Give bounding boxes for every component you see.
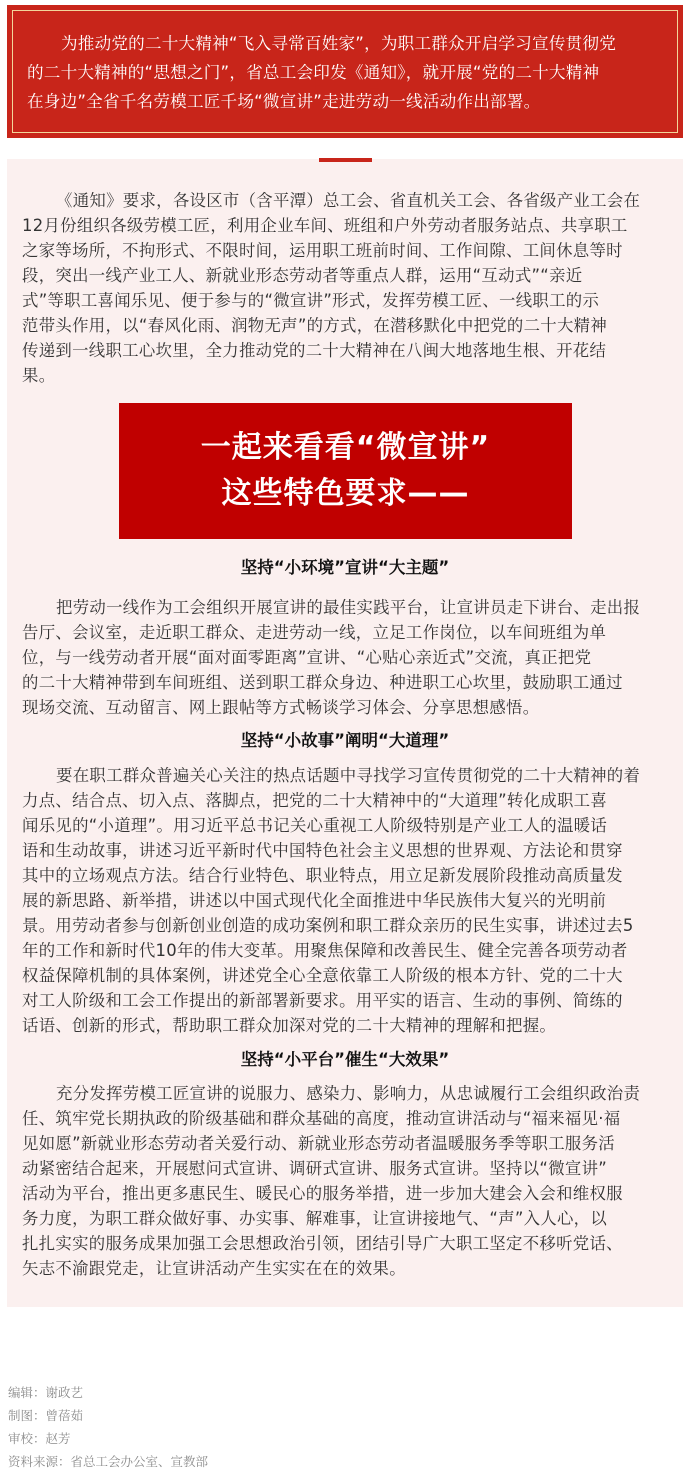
text-line: 展的新思路、新举措，讲述以中国式现代化全面推进中华民族伟大复兴的光明前 <box>22 891 607 910</box>
text-line: 扎扎实实的服务成果加强工会思想政治引领，团结引导广大职工坚定不移听党话、 <box>22 1234 623 1253</box>
section-heading: 坚持“小环境”宣讲“大主题” <box>240 558 450 577</box>
section-paragraph <box>22 763 672 1038</box>
banner-image <box>119 403 572 539</box>
text-line: 段，突出一线产业工人、新就业形态劳动者等重点人群，运用“互动式”“亲近 <box>22 266 583 285</box>
text-line: 把劳动一线作为工会组织开展宣讲的最佳实践平台，让宣讲员走下讲台、走出报 <box>56 598 641 617</box>
text-line: 力点、结合点、切入点、落脚点，把党的二十大精神中的“大道理”转化成职工喜 <box>22 791 608 810</box>
section-paragraph <box>22 1081 672 1281</box>
text-line: 之家等场所，不拘形式、不限时间，运用职工班前时间、工作间隙、工间休息等时 <box>22 241 623 260</box>
text-line: 活动为平台，推出更多惠民生、暖民心的服务举措，进一步加大建会入会和维权服 <box>22 1184 623 1203</box>
credit-review: 审校：赵芳 <box>8 1431 71 1446</box>
credits <box>8 1381 208 1473</box>
text-line: 话语、创新的形式，帮助职工群众加深对党的二十大精神的理解和把握。 <box>22 1016 557 1035</box>
accent-bar <box>319 158 372 162</box>
text-line: 传递到一线职工心坎里，全力推动党的二十大精神在八闽大地落地生根、开花结 <box>22 341 607 360</box>
text-line: 闻乐见的“小道理”。用习近平总书记关心重视工人阶级特别是产业工人的温暖话 <box>22 816 608 835</box>
article-content <box>7 159 683 1307</box>
section-heading: 坚持“小故事”阐明“大道理” <box>240 731 450 750</box>
text-line: 其中的立场观点方法。结合行业特色、职业特点，用立足新发展阶段推动高质量发 <box>22 866 623 885</box>
text-line: 充分发挥劳模工匠宣讲的说服力、感染力、影响力，从忠诚履行工会组织政治责 <box>56 1084 641 1103</box>
section-paragraph <box>22 595 672 720</box>
text-line: 景。用劳动者参与创新创业创造的成功案例和职工群众亲历的民生实事，讲述过去5 <box>22 916 634 935</box>
text-line: 权益保障机制的具体案例，讲述党全心全意依靠工人阶级的根本方针、党的二十大 <box>22 966 623 985</box>
credit-graphics: 制图：曾蓓茹 <box>8 1408 84 1423</box>
text-line: 任、筑牢党长期执政的阶级基础和群众基础的高度，推动宣讲活动与“福来福见·福 <box>22 1109 621 1128</box>
credit-editor: 编辑：谢政艺 <box>8 1385 84 1400</box>
banner-title-line: 一起来看看“微宣讲” <box>200 430 491 465</box>
text-line: 务力度，为职工群众做好事、办实事、解难事，让宣讲接地气、“声”入人心，以 <box>22 1209 608 1228</box>
text-line: 范带头作用，以“春风化雨、润物无声”的方式，在潜移默化中把党的二十大精神 <box>22 316 608 335</box>
text-line: 矢志不渝跟党走，让宣讲活动产生实实在在的效果。 <box>22 1259 406 1278</box>
text-line: 现场交流、互动留言、网上跟帖等方式畅谈学习体会、分享思想感悟。 <box>22 698 540 717</box>
intro-line: 的二十大精神的“思想之门”，省总工会印发《通知》，就开展“党的二十大精神 <box>27 63 600 82</box>
text-line: 要在职工群众普遍关心关注的热点话题中寻找学习宣传贯彻党的二十大精神的着 <box>56 766 641 785</box>
text-line: 12月份组织各级劳模工匠，利用企业车间、班组和户外劳动者服务站点、共享职工 <box>22 216 628 235</box>
text-line: 果。 <box>22 366 56 385</box>
text-line: 语和生动故事，讲述习近平新时代中国特色社会主义思想的世界观、方法论和贯穿 <box>22 841 623 860</box>
intro-inner-border <box>12 10 678 133</box>
text-line: 的二十大精神带到车间班组、送到职工群众身边、种进职工心坎里，鼓励职工通过 <box>22 673 623 692</box>
text-line: 动紧密结合起来，开展慰问式宣讲、调研式宣讲、服务式宣讲。坚持以“微宣讲” <box>22 1159 608 1178</box>
intro-line: 为推动党的二十大精神“飞入寻常百姓家”，为职工群众开启学习宣传贯彻党 <box>61 34 616 53</box>
text-line: 《通知》要求，各设区市（含平潭）总工会、省直机关工会、各省级产业工会在 <box>56 191 641 210</box>
text-line: 位，与一线劳动者开展“面对面零距离”宣讲、“心贴心亲近式”交流，真正把党 <box>22 648 592 667</box>
banner-title-line: 这些特色要求—— <box>221 476 470 511</box>
credit-source: 资料来源：省总工会办公室、宣教部 <box>8 1454 209 1469</box>
text-line: 告厅、会议室，走近职工群众、走进劳动一线，立足工作岗位，以车间班组为单 <box>22 623 607 642</box>
paragraph-notice <box>22 188 672 388</box>
text-line: 见如愿”新就业形态劳动者关爱行动、新就业形态劳动者温暖服务季等职工服务活 <box>22 1134 615 1153</box>
section-heading: 坚持“小平台”催生“大效果” <box>240 1050 450 1069</box>
text-line: 对工人阶级和工会工作提出的新部署新要求。用平实的语言、生动的事例、简练的 <box>22 991 623 1010</box>
intro-box <box>7 5 683 138</box>
intro-line: 在身边”全省千名劳模工匠千场“微宣讲”走进劳动一线活动作出部署。 <box>27 92 541 111</box>
text-line: 式”等职工喜闻乐见、便于参与的“微宣讲”形式，发挥劳模工匠、一线职工的示 <box>22 291 600 310</box>
text-line: 年的工作和新时代10年的伟大变革。用聚焦保障和改善民生、健全完善各项劳动者 <box>22 941 628 960</box>
